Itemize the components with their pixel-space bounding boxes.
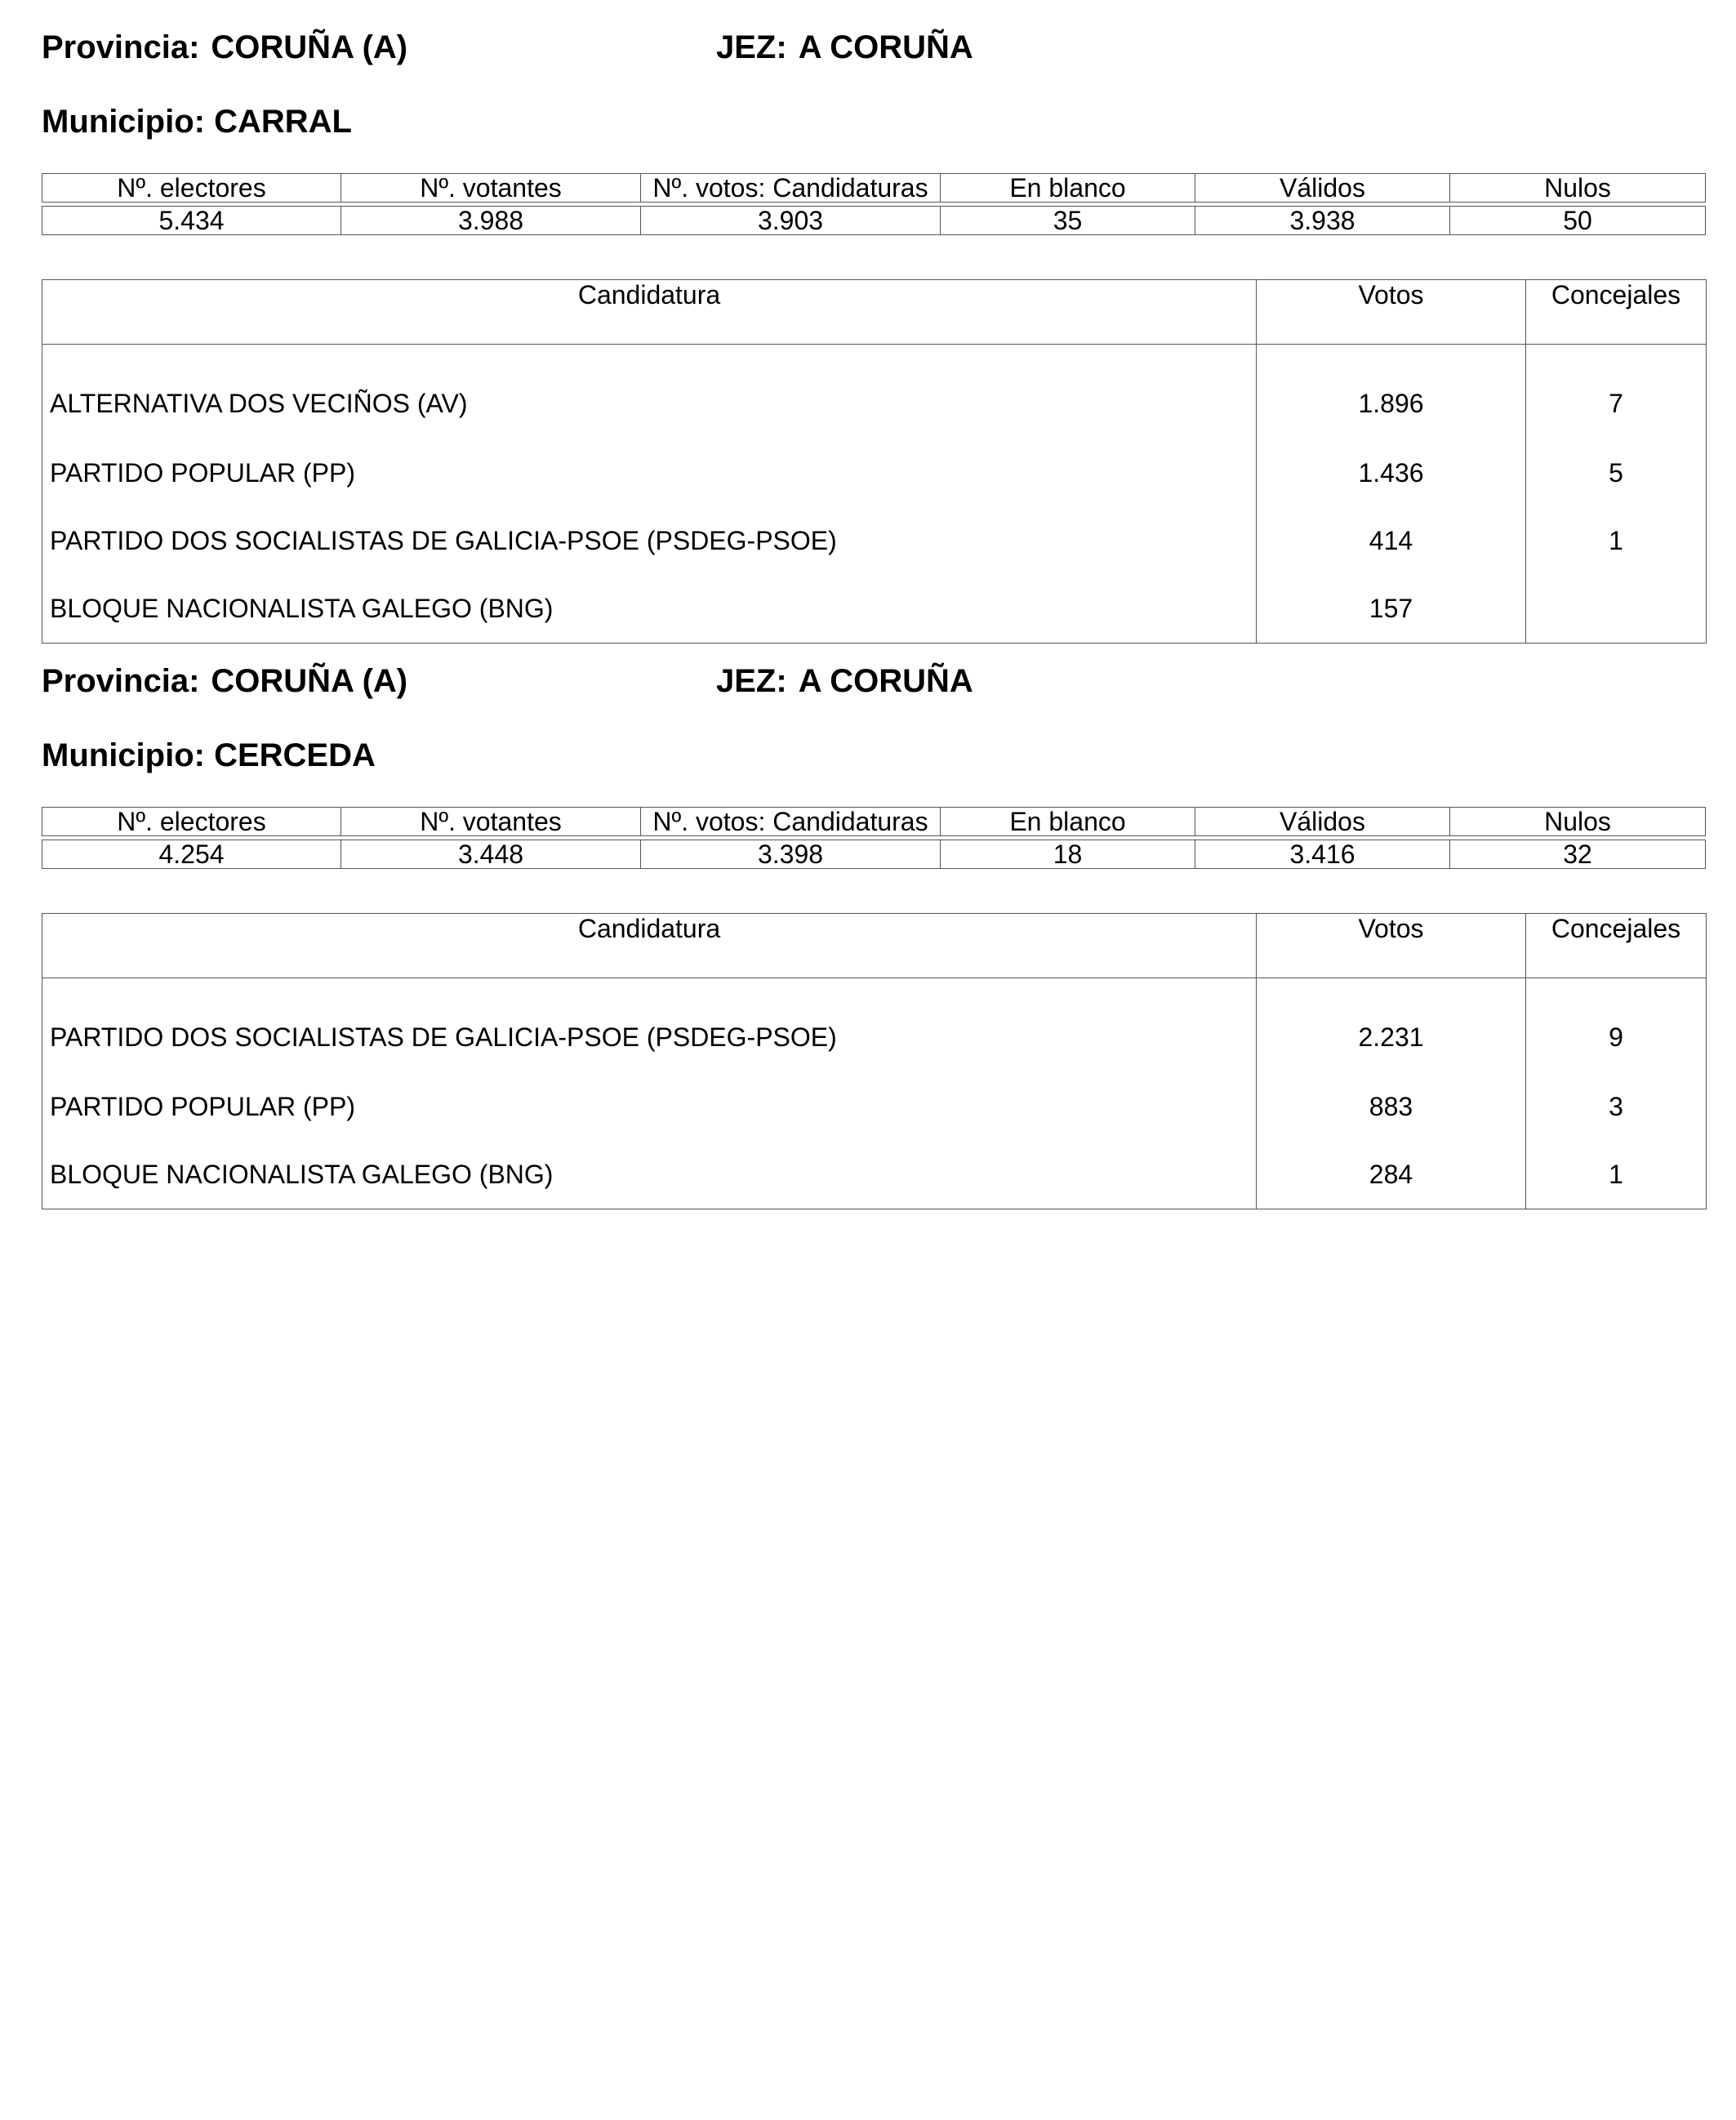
stats-header-electores: Nº. electores	[42, 807, 341, 836]
header-votos: Votos	[1257, 914, 1526, 978]
stats-value-validos: 3.416	[1195, 840, 1450, 869]
candidates-header-row	[42, 914, 1707, 978]
candidate-concejales	[1526, 575, 1707, 644]
jez-value: A CORUÑA	[798, 663, 973, 699]
provincia-line	[42, 661, 407, 701]
stats-table	[42, 804, 1706, 872]
jez-line	[716, 28, 973, 67]
stats-value-blanco: 35	[941, 206, 1195, 235]
candidate-name: PARTIDO DOS SOCIALISTAS DE GALICIA-PSOE (PSDEG-PSOE)	[50, 526, 837, 555]
stats-header-votantes: Nº. votantes	[341, 807, 641, 836]
municipio-label: Municipio:	[42, 737, 205, 773]
table-row	[42, 1073, 1707, 1141]
candidate-votos: 414	[1257, 507, 1526, 575]
municipio-line	[42, 736, 376, 775]
stats-header-votantes: Nº. votantes	[341, 173, 641, 203]
candidate-votos: 284	[1257, 1141, 1526, 1209]
header-candidatura: Candidatura	[42, 914, 1257, 978]
stats-value-votantes: 3.988	[341, 206, 641, 235]
header-concejales: Concejales	[1526, 280, 1707, 345]
jez-label: JEZ:	[716, 29, 787, 65]
table-row	[42, 978, 1707, 1074]
stats-header-electores: Nº. electores	[42, 173, 341, 203]
stats-value-validos: 3.938	[1195, 206, 1450, 235]
provincia-label: Provincia:	[42, 663, 200, 699]
header-votos: Votos	[1257, 280, 1526, 345]
candidate-name: ALTERNATIVA DOS VECIÑOS (AV)	[50, 388, 468, 418]
municipio-line	[42, 102, 352, 141]
stats-value-electores: 5.434	[42, 206, 341, 235]
jez-label: JEZ:	[716, 663, 787, 699]
candidate-concejales: 1	[1526, 507, 1707, 575]
candidates-table	[42, 913, 1707, 1209]
header-candidatura: Candidatura	[42, 280, 1257, 345]
stats-header-candidaturas: Nº. votos: Candidaturas	[641, 807, 941, 836]
candidate-name: PARTIDO POPULAR (PP)	[50, 458, 355, 488]
table-row	[42, 575, 1707, 644]
candidate-name: BLOQUE NACIONALISTA GALEGO (BNG)	[50, 1160, 554, 1189]
stats-header-blanco: En blanco	[941, 807, 1195, 836]
candidate-name: PARTIDO POPULAR (PP)	[50, 1092, 355, 1121]
jez-line	[716, 661, 973, 701]
table-row	[42, 439, 1707, 507]
stats-header-nulos: Nulos	[1450, 173, 1706, 203]
stats-value-candidaturas: 3.903	[641, 206, 941, 235]
provincia-line	[42, 28, 407, 67]
provincia-value: CORUÑA (A)	[211, 29, 408, 65]
candidate-concejales: 1	[1526, 1141, 1707, 1209]
candidates-header-row	[42, 280, 1707, 345]
stats-header-row	[42, 173, 1706, 203]
provincia-label: Provincia:	[42, 29, 200, 65]
stats-value-votantes: 3.448	[341, 840, 641, 869]
jez-value: A CORUÑA	[798, 29, 973, 65]
stats-value-row	[42, 840, 1706, 869]
candidate-votos: 1.896	[1257, 345, 1526, 440]
header-concejales: Concejales	[1526, 914, 1707, 978]
stats-value-blanco: 18	[941, 840, 1195, 869]
stats-header-validos: Válidos	[1195, 807, 1450, 836]
candidate-concejales: 3	[1526, 1073, 1707, 1141]
stats-header-nulos: Nulos	[1450, 807, 1706, 836]
stats-header-validos: Válidos	[1195, 173, 1450, 203]
table-row	[42, 507, 1707, 575]
candidate-votos: 157	[1257, 575, 1526, 644]
candidate-votos: 883	[1257, 1073, 1526, 1141]
stats-value-nulos: 32	[1450, 840, 1706, 869]
provincia-value: CORUÑA (A)	[211, 663, 408, 699]
stats-header-candidaturas: Nº. votos: Candidaturas	[641, 173, 941, 203]
stats-header-row	[42, 807, 1706, 836]
candidate-votos: 1.436	[1257, 439, 1526, 507]
stats-header-blanco: En blanco	[941, 173, 1195, 203]
stats-value-row	[42, 206, 1706, 235]
candidates-table	[42, 279, 1707, 644]
municipio-value: CERCEDA	[214, 737, 376, 773]
stats-value-nulos: 50	[1450, 206, 1706, 235]
stats-value-candidaturas: 3.398	[641, 840, 941, 869]
municipio-value: CARRAL	[214, 104, 352, 140]
candidate-votos: 2.231	[1257, 978, 1526, 1074]
stats-table	[42, 170, 1706, 238]
municipio-label: Municipio:	[42, 104, 205, 140]
candidate-name: PARTIDO DOS SOCIALISTAS DE GALICIA-PSOE (PSDEG-PSOE)	[50, 1022, 837, 1052]
candidate-concejales: 5	[1526, 439, 1707, 507]
stats-value-electores: 4.254	[42, 840, 341, 869]
candidate-concejales: 9	[1526, 978, 1707, 1074]
table-row	[42, 345, 1707, 440]
candidate-concejales: 7	[1526, 345, 1707, 440]
candidate-name: BLOQUE NACIONALISTA GALEGO (BNG)	[50, 594, 554, 623]
table-row	[42, 1141, 1707, 1209]
